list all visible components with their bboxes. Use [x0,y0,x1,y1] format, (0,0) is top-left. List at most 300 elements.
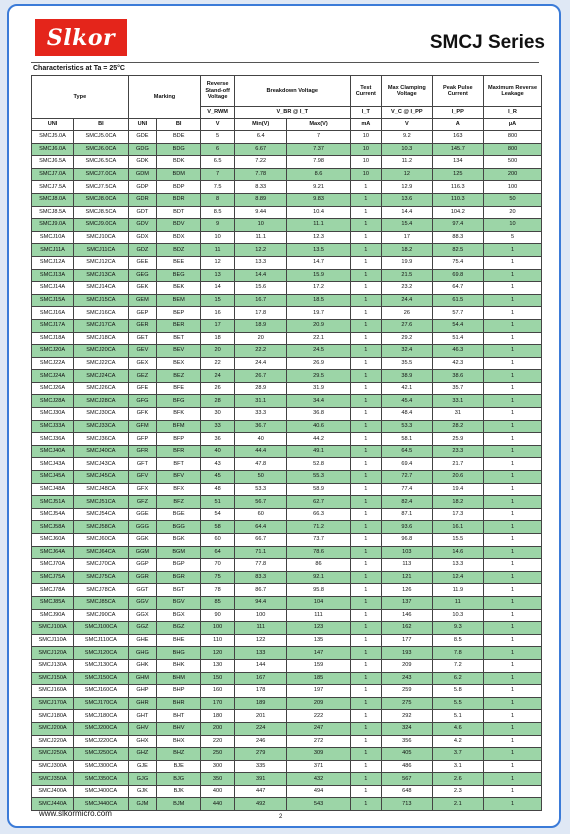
min-v-header: Min(V) [234,119,287,131]
table-row [32,408,542,421]
table-cell: 5 [201,131,235,144]
table-cell: GDK [128,156,156,169]
table-cell: 38.6 [432,370,484,383]
table-cell: BDP [157,181,201,194]
table-cell: BEX [157,357,201,370]
table-cell: SMCJ16A [32,307,74,320]
table-cell: SMCJ51CA [74,496,129,509]
table-cell: GHR [128,697,156,710]
table-cell: 135 [287,634,350,647]
table-cell: BJG [157,773,201,786]
table-cell: 26 [382,307,432,320]
table-cell: 220 [201,735,235,748]
table-cell: SMCJ30A [32,408,74,421]
table-cell: 11 [432,596,484,609]
table-cell: 7.78 [234,168,287,181]
max-v-header: Max(V) [287,119,350,131]
vrwm-symbol: V_RWM [201,107,235,119]
table-cell: 1 [484,571,542,584]
table-cell: 28.2 [432,420,484,433]
table-row [32,622,542,635]
table-cell: BDG [157,143,201,156]
table-cell: SMCJ18A [32,332,74,345]
table-cell: 1 [350,659,382,672]
table-cell: 1 [484,647,542,660]
table-cell: GFK [128,408,156,421]
table-cell: GGT [128,584,156,597]
table-cell: 75 [201,571,235,584]
table-cell: SMCJ6.0CA [74,143,129,156]
table-cell: GER [128,319,156,332]
table-cell: GDG [128,143,156,156]
table-cell: 24.4 [382,294,432,307]
table-cell: SMCJ220CA [74,735,129,748]
table-cell: 185 [287,672,350,685]
table-cell: GET [128,332,156,345]
table-cell: 1 [350,672,382,685]
table-cell: GDV [128,219,156,232]
table-cell: 10 [484,219,542,232]
table-cell: 9.3 [432,622,484,635]
table-cell: BHP [157,685,201,698]
table-cell: 8 [201,193,235,206]
table-cell: 6.2 [432,672,484,685]
table-cell: 209 [382,659,432,672]
table-cell: SMCJ24A [32,370,74,383]
table-cell: GDE [128,131,156,144]
table-cell: 1 [484,345,542,358]
table-cell: 64.5 [382,445,432,458]
table-cell: BET [157,332,201,345]
table-cell: SMCJ120A [32,647,74,660]
table-body [32,131,542,811]
table-cell: 7.98 [287,156,350,169]
table-cell: 57.7 [432,307,484,320]
table-cell: SMCJ350A [32,773,74,786]
table-row [32,785,542,798]
table-cell: 1 [484,256,542,269]
table-cell: 160 [201,685,235,698]
table-cell: 32.4 [382,345,432,358]
table-cell: 134 [432,156,484,169]
table-cell: 12.3 [287,231,350,244]
table-cell: 13.3 [234,256,287,269]
table-cell: GGP [128,559,156,572]
table-cell: 7.5 [201,181,235,194]
table-cell: SMCJ110A [32,634,74,647]
table-cell: 224 [234,722,287,735]
table-cell: 35.5 [382,357,432,370]
table-cell: 15.9 [287,269,350,282]
type-header: Type [32,76,129,119]
table-cell: BJK [157,785,201,798]
table-cell: 180 [201,710,235,723]
table-cell: SMCJ16CA [74,307,129,320]
table-cell: 111 [287,609,350,622]
table-cell: 2.3 [432,785,484,798]
table-cell: SMCJ40A [32,445,74,458]
table-cell: 1 [350,634,382,647]
table-cell: 71.1 [234,546,287,559]
table-cell: 567 [382,773,432,786]
table-cell: 1 [484,483,542,496]
table-cell: 75.4 [432,256,484,269]
table-cell: 10.3 [432,609,484,622]
table-cell: SMCJ75CA [74,571,129,584]
table-cell: 26.9 [287,357,350,370]
table-cell: 71.2 [287,521,350,534]
table-cell: 800 [484,143,542,156]
table-cell: GDT [128,206,156,219]
table-cell: 69.8 [432,269,484,282]
table-cell: 250 [201,748,235,761]
table-cell: SMCJ17CA [74,319,129,332]
table-cell: GJK [128,785,156,798]
table-row [32,319,542,332]
table-cell: 1 [350,458,382,471]
table-cell: SMCJ440CA [74,798,129,811]
table-cell: 147 [287,647,350,660]
table-cell: 26 [201,382,235,395]
table-cell: 70 [201,559,235,572]
table-cell: SMCJ26CA [74,382,129,395]
table-cell: GDR [128,193,156,206]
table-row [32,722,542,735]
table-cell: 12 [201,256,235,269]
table-row [32,647,542,660]
table-cell: 7.2 [432,659,484,672]
table-row [32,420,542,433]
table-cell: 1 [350,181,382,194]
table-cell: 1 [350,584,382,597]
table-cell: SMCJ60CA [74,534,129,547]
table-cell: 95.8 [287,584,350,597]
unit-a: A [432,119,484,131]
table-cell: 77.8 [234,559,287,572]
table-cell: 391 [234,773,287,786]
table-cell: 1 [484,319,542,332]
table-cell: 14.4 [382,206,432,219]
series-title: SMCJ Series [429,32,545,53]
table-cell: 28.9 [234,382,287,395]
table-cell: 21.7 [432,458,484,471]
table-cell: BFT [157,458,201,471]
table-cell: GHZ [128,748,156,761]
table-cell: BGK [157,534,201,547]
table-cell: GDZ [128,244,156,257]
table-cell: 50 [484,193,542,206]
table-cell: 1 [484,785,542,798]
table-cell: 58 [201,521,235,534]
table-cell: 40.6 [287,420,350,433]
table-cell: 33.3 [234,408,287,421]
table-cell: 9.2 [382,131,432,144]
table-cell: 1 [484,307,542,320]
table-cell: 87.1 [382,508,432,521]
table-cell: 116.3 [432,181,484,194]
table-cell: 86 [287,559,350,572]
bi-mark-header: BI [157,119,201,131]
table-cell: GJM [128,798,156,811]
table-cell: 51.4 [432,332,484,345]
table-cell: 4.2 [432,735,484,748]
table-cell: GHK [128,659,156,672]
table-cell: GGE [128,508,156,521]
table-cell: BHV [157,722,201,735]
table-cell: BER [157,319,201,332]
table-cell: SMCJ8.0A [32,193,74,206]
table-cell: 126 [382,584,432,597]
table-cell: 7.8 [432,647,484,660]
table-cell: 1 [350,408,382,421]
table-cell: 10 [350,168,382,181]
table-cell: BEM [157,294,201,307]
table-cell: 121 [382,571,432,584]
table-cell: 77.4 [382,483,432,496]
table-cell: SMCJ15CA [74,294,129,307]
table-cell: 122 [234,634,287,647]
table-cell: SMCJ90CA [74,609,129,622]
table-cell: GFX [128,483,156,496]
table-cell: BEK [157,282,201,295]
table-cell: 1 [484,332,542,345]
table-cell: 1 [350,722,382,735]
uni-mark-header: UNI [128,119,156,131]
table-row [32,458,542,471]
table-cell: SMCJ15A [32,294,74,307]
table-row [32,143,542,156]
table-cell: SMCJ5.0A [32,131,74,144]
table-row [32,773,542,786]
test-current-header: Test Current [350,76,382,107]
table-cell: GGM [128,546,156,559]
table-cell: GFE [128,382,156,395]
table-cell: 85 [201,596,235,609]
table-cell: 42.1 [382,382,432,395]
header-row-1 [32,76,542,107]
table-cell: SMCJ26A [32,382,74,395]
table-cell: 48.4 [382,408,432,421]
table-cell: 259 [382,685,432,698]
table-row [32,685,542,698]
table-cell: 1 [350,357,382,370]
table-cell: 44.2 [287,433,350,446]
table-cell: BDZ [157,244,201,257]
table-cell: 56.7 [234,496,287,509]
table-cell: 1 [484,269,542,282]
table-cell: 13 [201,269,235,282]
table-cell: 159 [287,659,350,672]
unit-ma: mA [350,119,382,131]
table-row [32,584,542,597]
table-cell: 371 [287,760,350,773]
table-row [32,634,542,647]
table-cell: 1 [484,710,542,723]
table-cell: 48 [201,483,235,496]
table-cell: 15 [201,294,235,307]
table-cell: 36 [201,433,235,446]
table-cell: SMCJ8.0CA [74,193,129,206]
table-cell: SMCJ48A [32,483,74,496]
table-cell: BDK [157,156,201,169]
table-cell: BGM [157,546,201,559]
table-cell: 64.4 [234,521,287,534]
table-cell: 19.7 [287,307,350,320]
table-cell: 200 [484,168,542,181]
table-cell: GFP [128,433,156,446]
table-cell: 51 [201,496,235,509]
table-cell: 1 [350,735,382,748]
table-cell: 82.5 [432,244,484,257]
table-row [32,231,542,244]
table-cell: BFZ [157,496,201,509]
table-cell: GGR [128,571,156,584]
table-cell: 92.1 [287,571,350,584]
table-cell: SMCJ85A [32,596,74,609]
table-cell: 72.7 [382,471,432,484]
table-cell: 146 [382,609,432,622]
table-row [32,370,542,383]
website-url[interactable]: www.slkormicro.com [39,809,112,818]
table-cell: 33 [201,420,235,433]
table-cell: GFM [128,420,156,433]
table-cell: SMCJ440A [32,798,74,811]
table-cell: SMCJ180CA [74,710,129,723]
table-cell: 24.5 [287,345,350,358]
table-cell: 49.1 [287,445,350,458]
table-cell: 17.8 [234,307,287,320]
table-cell: GJE [128,760,156,773]
characteristics-table [31,75,542,811]
table-cell: GEM [128,294,156,307]
table-cell: BFR [157,445,201,458]
table-cell: SMCJ10A [32,231,74,244]
table-cell: BDM [157,168,201,181]
table-cell: SMCJ11CA [74,244,129,257]
table-cell: BFG [157,395,201,408]
table-cell: 43 [201,458,235,471]
table-cell: 13.3 [432,559,484,572]
table-cell: SMCJ22A [32,357,74,370]
table-cell: 29.5 [287,370,350,383]
table-cell: SMCJ8.5CA [74,206,129,219]
table-cell: 13.5 [287,244,350,257]
table-cell: 53.3 [234,483,287,496]
table-cell: 200 [201,722,235,735]
table-cell: 100 [234,609,287,622]
table-cell: 5.1 [432,710,484,723]
table-cell: SMCJ110CA [74,634,129,647]
table-cell: 54.4 [432,319,484,332]
table-cell: 1 [350,231,382,244]
table-cell: SMCJ17A [32,319,74,332]
table-cell: 93.6 [382,521,432,534]
table-cell: 1 [484,370,542,383]
table-cell: 9 [201,219,235,232]
table-cell: 111 [234,622,287,635]
table-cell: 1 [484,798,542,811]
table-cell: 543 [287,798,350,811]
brand-name: Slkor [46,24,116,51]
table-cell: 9.21 [287,181,350,194]
table-cell: 123 [287,622,350,635]
table-row [32,345,542,358]
table-cell: 24 [201,370,235,383]
table-cell: SMCJ90A [32,609,74,622]
table-row [32,445,542,458]
table-cell: GGX [128,609,156,622]
table-cell: 209 [287,697,350,710]
table-cell: 103 [382,546,432,559]
table-cell: 292 [382,710,432,723]
table-cell: SMCJ28CA [74,395,129,408]
table-cell: SMCJ7.0A [32,168,74,181]
table-cell: 1 [350,521,382,534]
leakage-header: Maximum Reverse Leakage [484,76,542,107]
table-cell: 1 [350,433,382,446]
table-cell: 36.8 [287,408,350,421]
table-cell: 14.6 [432,546,484,559]
table-cell: 1 [484,282,542,295]
table-cell: 50 [234,471,287,484]
table-cell: 8.33 [234,181,287,194]
slkor-logo [35,19,127,56]
table-cell: 1 [350,420,382,433]
table-cell: 18.2 [432,496,484,509]
table-cell: 1 [350,697,382,710]
table-cell: 110.3 [432,193,484,206]
table-cell: 197 [287,685,350,698]
table-cell: 11 [201,244,235,257]
table-cell: BHZ [157,748,201,761]
table-cell: SMCJ7.5A [32,181,74,194]
table-cell: 8.6 [287,168,350,181]
table-cell: 1 [484,609,542,622]
table-cell: 40 [201,445,235,458]
table-cell: BHR [157,697,201,710]
table-cell: BDT [157,206,201,219]
table-cell: SMCJ7.5CA [74,181,129,194]
table-row [32,433,542,446]
table-cell: 88.3 [432,231,484,244]
table-cell: BGR [157,571,201,584]
table-cell: GEV [128,345,156,358]
table-cell: 1 [350,294,382,307]
table-cell: 10 [350,143,382,156]
table-cell: 86.7 [234,584,287,597]
table-cell: 133 [234,647,287,660]
table-cell: GDX [128,231,156,244]
table-row [32,471,542,484]
table-row [32,181,542,194]
table-cell: 12.9 [382,181,432,194]
table-cell: GFZ [128,496,156,509]
table-cell: SMCJ64CA [74,546,129,559]
header-row-3 [32,119,542,131]
breakdown-header: Breakdown Voltage [234,76,350,107]
table-cell: GDP [128,181,156,194]
table-cell: 1 [350,483,382,496]
table-cell: 31.1 [234,395,287,408]
table-cell: 25.9 [432,433,484,446]
table-cell: 1 [484,395,542,408]
table-cell: 494 [287,785,350,798]
table-cell: SMCJ30CA [74,408,129,421]
table-cell: SMCJ160CA [74,685,129,698]
table-cell: 1 [484,496,542,509]
table-cell: 1 [484,685,542,698]
table-cell: SMCJ9.0A [32,219,74,232]
